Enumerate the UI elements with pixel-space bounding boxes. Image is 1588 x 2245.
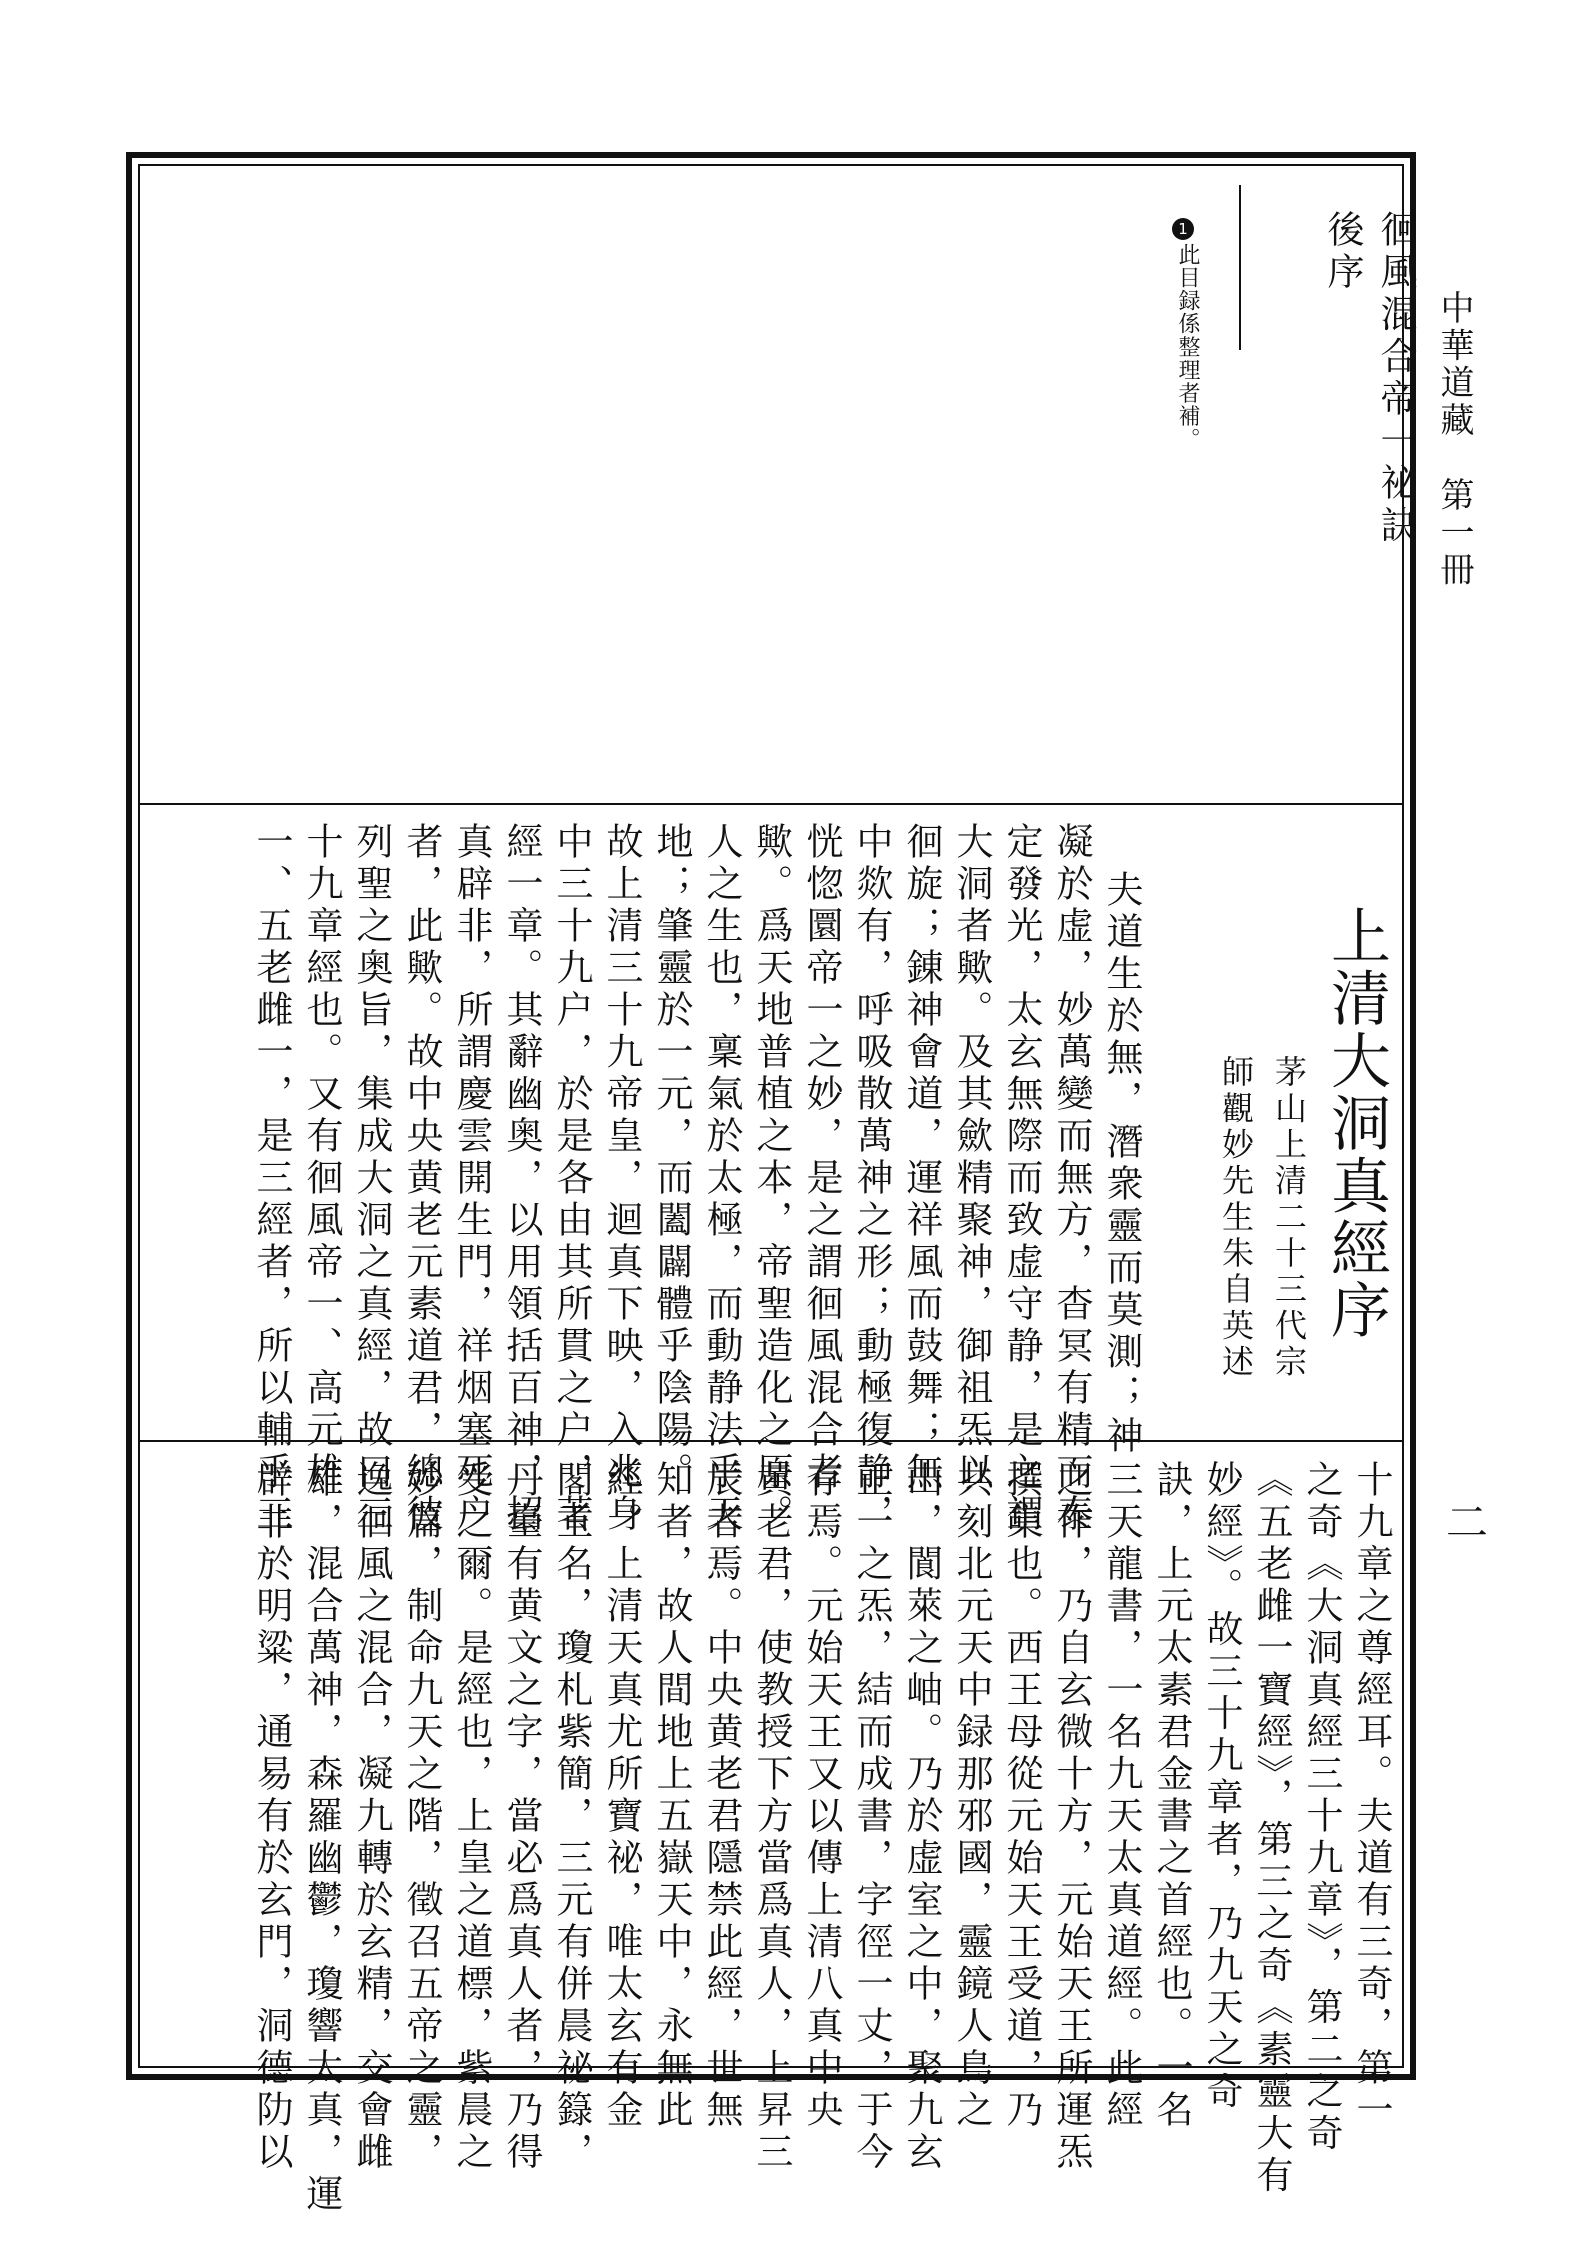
text-column: 正一之炁，結而成書，字徑一丈，于今: [850, 1460, 893, 2174]
text-column: 人之生也，稟氣於太極，而動静法乎天: [700, 822, 743, 1536]
text-column: 中三十九户，於是各由其所貫之户，著: [550, 822, 593, 1536]
text-column: 受之爾。是經也，上皇之道標，紫晨之: [450, 1460, 493, 2174]
text-column: 列聖之奥旨，集成大洞之真經，故曰三: [350, 822, 393, 1536]
section-divider-top: [138, 803, 1404, 805]
text-column: 一、五老雌一，是三經者，所以輔乎三: [250, 822, 293, 1536]
text-column: 逸徊風之混合，凝九轉於玄精，交會雌: [350, 1460, 393, 2174]
text-column: 雄，混合萬神，森羅幽鬱，瓊響太真，運: [300, 1460, 343, 2216]
text-column: 經。上清天真尤所寶祕，唯太玄有金: [600, 1460, 643, 2132]
footnote-rule: [1239, 185, 1241, 350]
toc-entry-title: 徊風混合帝一祕訣: [1374, 210, 1417, 548]
text-column: 三天龍書，一名九天太真道經。此經: [1100, 1460, 1143, 2132]
text-column: 共刻北元天中録那邪國，靈鏡人鳥之: [950, 1460, 993, 2132]
text-column: 之作，乃自玄微十方，元始天王所運炁: [1050, 1460, 1093, 2174]
text-column: 凝於虚，妙萬變而無方，杳冥有精而泰: [1050, 822, 1093, 1536]
text-column: 十九章經也。又有徊風帝一、高元雄: [300, 822, 343, 1494]
text-column: 地；肇靈於一元，而闔闢體乎陰陽。: [650, 822, 693, 1494]
text-column: 妙經》。故三十九章者，乃九天之奇: [1200, 1460, 1243, 2114]
text-column: 之奇《大洞真經三十九章》，第二之奇: [1300, 1460, 1343, 2156]
text-column: 訣，上元太素君金書之首經也。一名: [1150, 1460, 1193, 2132]
text-column: 《五老雌一寶經》，第三之奇《素靈大有: [1250, 1460, 1293, 2198]
text-column: 撰集也。西王母從元始天王受道，乃: [1000, 1460, 1043, 2132]
text-column: 山，閬萊之岫。乃於虚室之中，聚九玄: [900, 1460, 943, 2174]
text-column: 徊旋；錬神會道，運祥風而鼓舞；無: [900, 822, 943, 1494]
text-column: 辰者焉。中央黄老君隱禁此經，世無: [700, 1460, 743, 2132]
text-column: 故上清三十九帝皇，迴真下映，入兆身: [600, 822, 643, 1536]
text-column: 大洞者歟。及其歛精聚神，御祖炁以: [950, 822, 993, 1494]
text-column: 中欻有，呼吸散萬神之形；動極復静，: [850, 822, 893, 1536]
author-line-2: 師觀妙先生朱自英述: [1217, 1055, 1255, 1381]
text-column: 定發光，太玄無際而致虚守静，是之謂: [1000, 822, 1043, 1536]
author-line-1: 茅山上清二十三代宗: [1270, 1055, 1308, 1381]
text-column: 者，此歟。故中央黄老元素道君，總彼: [400, 822, 443, 1536]
text-column: 妙篇，制命九天之階，徵召五帝之靈，: [400, 1460, 443, 2174]
footnote-marker: 1: [1172, 218, 1194, 240]
text-column: 存焉。元始天王又以傳上清八真中央: [800, 1460, 843, 2132]
text-column: 經一章。其辭幽奥，以用領括百神，招: [500, 822, 543, 1536]
toc-entry-postface: 後序: [1321, 210, 1364, 295]
footnote-text: 此目録係整理者補。: [1175, 243, 1200, 451]
text-column: 閣玉名，瓊札紫簡，三元有併晨祕籙，: [550, 1460, 593, 2174]
text-column: 夫道生於無，潛衆靈而莫測；神: [1100, 870, 1143, 1458]
text-column: 知者，故人間地上五嶽天中，永無此: [650, 1460, 693, 2132]
text-column: 丹臺有黄文之字，當必爲真人者，乃得: [500, 1460, 543, 2174]
text-column: 十九章之尊經耳。夫道有三奇，第一: [1350, 1460, 1393, 2132]
page-number: 二: [1440, 1500, 1489, 1545]
text-column: 歟。爲天地普植之本，帝聖造化之原。: [750, 822, 793, 1536]
preface-title: 上清大洞真經序: [1321, 905, 1391, 1342]
text-column: 辟非於明粱，通易有於玄門，洞德阞以: [250, 1460, 293, 2174]
running-header: 中華道藏 第一冊: [1434, 290, 1474, 590]
text-column: 黄老君，使教授下方當爲真人，上昇三: [750, 1460, 793, 2174]
text-column: 真辟非，所謂慶雲開生門，祥烟塞死户: [450, 822, 493, 1536]
text-column: 恍惚圜帝一之妙，是之謂徊風混合者: [800, 822, 843, 1494]
